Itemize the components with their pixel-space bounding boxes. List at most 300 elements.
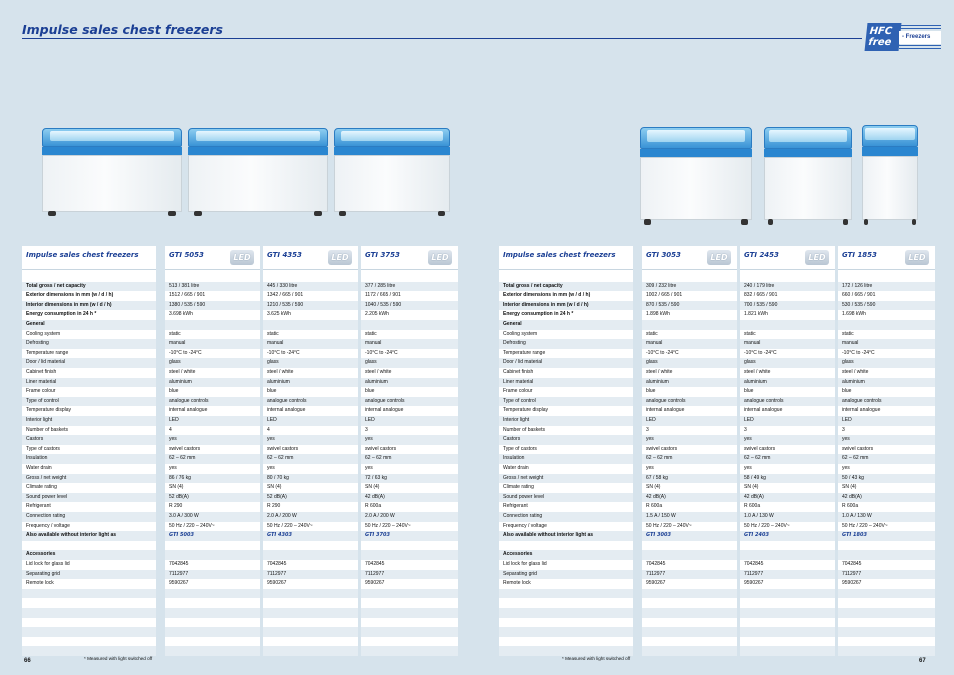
row-label: Separating grid [22,570,156,580]
table-title: Impulse sales chest freezers [499,246,633,270]
row-label: Interior dimensions in mm (w / d / h) [22,301,156,311]
row-label: Lid lock for glass lid [503,561,547,567]
spec-value: 50 Hz / 220 – 240V~ [267,522,313,529]
spec-value: 2.205 kWh [365,311,389,318]
led-icon: LED [230,250,254,265]
row-label: Sound power level [22,493,156,503]
spec-value: R 600a [646,503,663,510]
spec-value: 42 dB(A) [740,493,835,503]
spec-value [740,656,835,666]
row-label: Remote lock [26,580,54,587]
row-label: Castors [499,435,633,445]
spec-value: 3.698 kWh [169,311,193,318]
spec-value: yes [838,435,935,445]
model-column-gti-5053 [165,246,260,654]
spec-value: 1512 / 665 / 901 [169,292,206,299]
row-label [499,541,633,551]
spec-value: 7112977 [165,570,260,580]
row-label [22,589,156,599]
spec-value: analogue controls [165,397,260,407]
led-icon: LED [707,250,731,265]
spec-value: static [365,330,377,337]
spec-value: yes [365,465,373,471]
spec-value [165,656,260,666]
row-label: General [22,320,156,330]
spec-value: 309 / 232 litre [642,282,737,292]
spec-value: LED [361,416,458,426]
spec-value: 870 / 535 / 590 [642,301,737,311]
spec-value [165,608,260,618]
spec-value: 1172 / 665 / 901 [365,292,401,299]
row-label: Water drain [503,465,529,471]
spec-value: steel / white [169,369,196,375]
spec-value: SN (4) [744,484,759,491]
spec-value: 1.0 A / 130 W [838,512,935,522]
spec-value: 3 [365,426,368,433]
spec-value: yes [165,435,260,445]
spec-value: LED [838,416,935,426]
spec-value: manual [838,339,935,349]
spec-value [361,541,458,551]
spec-value: static [267,330,279,337]
row-label [22,272,156,282]
spec-value: swivel castors [842,445,874,452]
spec-value: R 600a [365,503,382,510]
row-label: Refrigerant [503,503,528,510]
row-label: Interior dimensions in mm (w / d / h) [499,301,633,311]
spec-value: 377 / 285 litre [361,282,458,292]
spec-value: analogue controls [642,397,737,407]
spec-value [838,541,935,551]
spec-value: -10°C to -24°C [646,349,679,356]
spec-value: internal analogue [744,407,783,414]
row-label: Connection rating [499,512,633,522]
row-label [22,608,156,618]
freezer-image-gti-2453 [764,127,852,225]
row-label: Cabinet finish [503,369,534,375]
spec-value: glass [740,358,835,368]
spec-value: 7112977 [642,570,737,580]
spec-value: -10°C to -24°C [267,349,300,356]
spec-value: 52 dB(A) [263,493,358,503]
spec-value [361,320,458,330]
spec-value: SN (4) [842,484,857,491]
spec-value: 7112977 [740,570,835,580]
row-label: Gross / net weight [499,474,633,484]
spec-value: yes [646,465,654,471]
spec-value [165,618,260,628]
spec-value [740,637,835,647]
spec-value [165,550,260,560]
label-column-left [22,246,156,654]
spec-value: 9590267 [169,580,189,587]
spec-value: 7042845 [646,561,666,567]
spec-value: 7042845 [169,561,189,567]
spec-value: 1.898 kWh [646,311,670,318]
spec-value: blue [744,388,754,395]
spec-value [263,608,358,618]
model-name: GTI 3053 [646,251,681,259]
spec-value: yes [744,465,752,471]
row-label: Liner material [499,378,633,388]
row-label: Insulation [499,454,633,464]
spec-value: 42 dB(A) [642,493,737,503]
spec-value [642,550,737,560]
spec-value: steel / white [842,369,869,375]
spec-value: 50 Hz / 220 – 240V~ [646,522,692,529]
spec-value: 62 – 62 mm [740,454,835,464]
spec-value: analogue controls [740,397,835,407]
led-icon: LED [328,250,352,265]
spec-value: yes [740,435,835,445]
row-label [22,637,156,647]
spec-value [838,627,935,637]
spec-value: 86 / 76 kg [165,474,260,484]
spec-value [165,589,260,599]
spec-value [740,541,835,551]
spec-value: 240 / 179 litre [740,282,835,292]
spec-value: manual [263,339,358,349]
spec-value [361,608,458,618]
spec-value [361,272,458,282]
spec-value: glass [165,358,260,368]
spec-value: GTI 3003 [642,531,737,541]
row-label: Liner material [22,378,156,388]
spec-value [838,272,935,282]
spec-value [838,589,935,599]
spec-value: 445 / 330 litre [263,282,358,292]
spec-value: 3 [842,426,845,433]
row-label [22,646,156,656]
spec-value [642,598,737,608]
spec-value [165,646,260,656]
spec-value: 3 [646,426,649,433]
led-icon: LED [428,250,452,265]
spec-value: 62 – 62 mm [165,454,260,464]
footnote-left: * Measured with light switched off [84,656,153,661]
spec-value: 9590267 [267,580,287,587]
spec-value: 50 Hz / 220 – 240V~ [842,522,888,529]
spec-value: 7042845 [842,561,862,567]
spec-value [740,627,835,637]
row-label: Type of castors [26,445,60,452]
spec-value: GTI 5003 [165,531,260,541]
hfc-free-badge: HFC free [865,23,902,51]
row-label: Temperature display [503,407,549,414]
spec-value [263,598,358,608]
spec-value: LED [165,416,260,426]
spec-value: GTI 2403 [740,531,835,541]
spec-value: analogue controls [361,397,458,407]
row-label [22,627,156,637]
spec-value: yes [842,465,850,471]
spec-value: 660 / 665 / 901 [842,292,876,299]
spec-value: 58 / 49 kg [740,474,835,484]
row-label: Also available without interior light as [499,531,633,541]
spec-value: -10°C to -24°C [744,349,777,356]
led-icon: LED [905,250,929,265]
spec-value: internal analogue [169,407,208,414]
spec-value: R 600a [744,503,761,510]
row-label [499,589,633,599]
spec-value [642,627,737,637]
spec-value [642,637,737,647]
spec-value: blue [267,388,277,395]
spec-value: SN (4) [365,484,380,491]
row-label: Connection rating [22,512,156,522]
spec-value: 172 / 126 litre [838,282,935,292]
spec-value [838,618,935,628]
row-label: Door / lid material [499,358,633,368]
spec-value [361,598,458,608]
spec-value [361,550,458,560]
spec-value: 513 / 381 litre [165,282,260,292]
row-label: Castors [22,435,156,445]
spec-value: LED [642,416,737,426]
spec-value: 3.625 kWh [267,311,291,318]
row-label: Defrosting [22,339,156,349]
spec-value: yes [361,435,458,445]
row-label [499,618,633,628]
spec-value: 52 dB(A) [165,493,260,503]
spec-value: 1.821 kWh [744,311,768,318]
spec-value [740,320,835,330]
spec-value [838,608,935,618]
spec-value: 7042845 [267,561,287,567]
spec-value: -10°C to -24°C [365,349,398,356]
model-column-gti-1853 [838,246,935,654]
section-tab-freezers: - Freezers [899,31,941,44]
spec-value [740,550,835,560]
spec-value: manual [361,339,458,349]
row-label: Defrosting [499,339,633,349]
spec-value [740,589,835,599]
spec-value [361,646,458,656]
row-label: Type of castors [503,445,537,452]
row-label: Remote lock [503,580,531,587]
spec-value [642,618,737,628]
spec-value: 1342 / 665 / 901 [267,292,304,299]
spec-value: 1380 / 535 / 590 [165,301,260,311]
spec-value: 7112977 [838,570,935,580]
model-name: GTI 1853 [842,251,877,259]
row-label: Climate rating [26,484,57,491]
spec-value: steel / white [646,369,673,375]
spec-value [642,320,737,330]
spec-value: blue [169,388,179,395]
spec-value: 42 dB(A) [361,493,458,503]
spec-value: manual [740,339,835,349]
row-label: Gross / net weight [22,474,156,484]
row-label: Total gross / net capacity [22,282,156,292]
spec-value: -10°C to -24°C [842,349,875,356]
spec-value: 4 [169,426,172,433]
spec-value [838,598,935,608]
row-label: Interior light [22,416,156,426]
spec-value: -10°C to -24°C [169,349,202,356]
row-label: Number of baskets [26,426,68,433]
table-title: Impulse sales chest freezers [22,246,156,270]
spec-value [361,589,458,599]
spec-value: 4 [267,426,270,433]
spec-value: 530 / 535 / 590 [838,301,935,311]
row-label: Also available without interior light as [22,531,156,541]
label-column-right [499,246,633,654]
spec-value: 3.0 A / 300 W [165,512,260,522]
model-name: GTI 5053 [169,251,204,259]
row-label: Number of baskets [503,426,545,433]
spec-value: R 600a [842,503,859,510]
spec-value: 7112977 [361,570,458,580]
row-label [499,598,633,608]
spec-value: 9590267 [646,580,666,587]
row-label: General [499,320,633,330]
spec-value: 62 – 62 mm [263,454,358,464]
spec-value: glass [642,358,737,368]
spec-value: 1040 / 535 / 590 [361,301,458,311]
row-label [22,618,156,628]
spec-value: swivel castors [365,445,397,452]
row-label: Climate rating [503,484,534,491]
row-label: Frequency / voltage [503,522,547,529]
spec-value: glass [838,358,935,368]
spec-value: swivel castors [169,445,201,452]
spec-value: analogue controls [263,397,358,407]
model-name: GTI 3753 [365,251,400,259]
row-label [499,627,633,637]
spec-value: 50 Hz / 220 – 240V~ [365,522,411,529]
row-label: Accessories [499,550,633,560]
spec-value [740,646,835,656]
spec-value: static [646,330,658,337]
model-column-gti-2453 [740,246,835,654]
row-label [22,541,156,551]
spec-value: 9590267 [365,580,385,587]
spec-value: 2.0 A / 200 W [361,512,458,522]
spec-value: 1.698 kWh [842,311,866,318]
spec-value: static [842,330,854,337]
spec-value [838,637,935,647]
page-title: Impulse sales chest freezers [22,22,223,37]
spec-value: 7042845 [744,561,764,567]
spec-value: 80 / 70 kg [263,474,358,484]
spec-value: GTI 1803 [838,531,935,541]
spec-value: GTI 4303 [263,531,358,541]
row-label: Interior light [499,416,633,426]
spec-value: manual [165,339,260,349]
spec-value: GTI 3703 [361,531,458,541]
spec-value: internal analogue [646,407,685,414]
spec-value: 62 – 62 mm [642,454,737,464]
row-label: Total gross / net capacity [499,282,633,292]
spec-value [838,550,935,560]
spec-value: 50 / 43 kg [838,474,935,484]
row-label: Energy consumption in 24 h * [26,311,97,318]
model-name: GTI 4353 [267,251,302,259]
spec-value: 67 / 58 kg [642,474,737,484]
model-name: GTI 2453 [744,251,779,259]
spec-value: static [744,330,756,337]
spec-value: yes [263,435,358,445]
spec-value: yes [169,465,177,471]
spec-value [642,272,737,282]
spec-value [642,589,737,599]
spec-value: SN (4) [169,484,184,491]
spec-value [263,627,358,637]
spec-value [263,550,358,560]
spec-value: 42 dB(A) [838,493,935,503]
row-label [499,637,633,647]
spec-value [165,541,260,551]
spec-value: 2.0 A / 200 W [263,512,358,522]
spec-value: manual [642,339,737,349]
spec-value [740,598,835,608]
spec-value [165,598,260,608]
row-label: Energy consumption in 24 h * [503,311,574,318]
spec-value [642,656,737,666]
spec-value: 1002 / 665 / 901 [646,292,683,299]
spec-value [263,637,358,647]
model-column-gti-3053 [642,246,737,654]
spec-value: LED [740,416,835,426]
spec-value: aluminium [642,378,737,388]
spec-value: internal analogue [365,407,404,414]
spec-value [165,627,260,637]
row-label [22,598,156,608]
spec-value [740,272,835,282]
model-column-gti-3753 [361,246,458,654]
spec-value [361,637,458,647]
row-label: Door / lid material [22,358,156,368]
spec-value: 3 [744,426,747,433]
row-label [499,272,633,282]
row-label: Insulation [22,454,156,464]
footnote-right: * Measured with light switched off [562,656,631,661]
spec-value: 50 Hz / 220 – 240V~ [169,522,215,529]
spec-value [642,646,737,656]
spec-value: LED [263,416,358,426]
spec-value: swivel castors [267,445,299,452]
row-label: Frame colour [26,388,56,395]
spec-value: SN (4) [646,484,661,491]
row-label: Temperature range [26,349,69,356]
spec-value [263,589,358,599]
spec-value: blue [365,388,375,395]
spec-value: 50 Hz / 220 – 240V~ [744,522,790,529]
page-number-left: 66 [24,658,31,664]
spec-value: steel / white [365,369,392,375]
title-rule [22,38,862,39]
spec-value: aluminium [740,378,835,388]
spec-value: internal analogue [267,407,306,414]
row-label: Lid lock for glass lid [26,561,70,567]
row-label: Separating grid [499,570,633,580]
spec-value [361,618,458,628]
spec-value: swivel castors [646,445,678,452]
row-label: Temperature range [503,349,546,356]
spec-value [740,608,835,618]
spec-value [263,646,358,656]
spec-value: 9590267 [842,580,862,587]
spec-value [165,272,260,282]
spec-value: R 290 [267,503,281,510]
spec-value: blue [842,388,852,395]
row-label: Temperature display [26,407,72,414]
model-column-gti-4353 [263,246,358,654]
spec-value: aluminium [838,378,935,388]
row-label [499,608,633,618]
spec-value [263,272,358,282]
